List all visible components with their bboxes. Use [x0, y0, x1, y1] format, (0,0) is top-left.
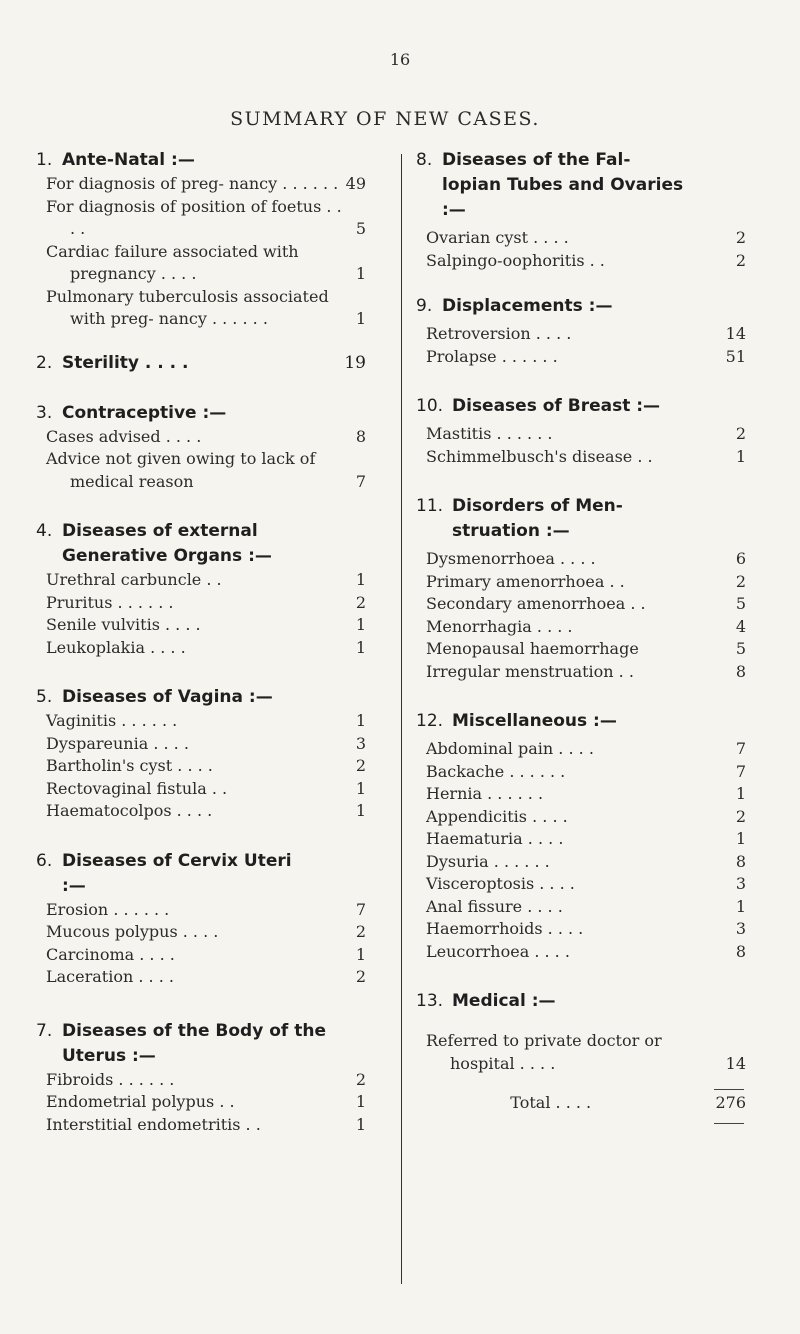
- section-breast: [416, 394, 746, 468]
- total-label: Total . . . .: [510, 1093, 592, 1112]
- case-name: Haemorrhoids . . . .: [426, 919, 584, 938]
- case-name: Senile vulvitis . . . .: [46, 615, 201, 634]
- case-count: 8: [735, 941, 746, 961]
- list-item: [36, 710, 366, 733]
- section-external-generative-organs: [36, 519, 366, 659]
- section-title: Diseases of external Generative Organs :—: [62, 521, 272, 566]
- list-item: [36, 592, 366, 615]
- section-contraceptive: [36, 401, 366, 494]
- section-number: 1.: [36, 150, 53, 170]
- case-count: 4: [735, 616, 746, 636]
- section-title: Contraceptive :—: [62, 402, 227, 423]
- case-name: Haematocolpos . . . .: [46, 801, 213, 820]
- section-sterility: [36, 351, 366, 376]
- section-title: Medical :—: [452, 991, 556, 1011]
- list-item: [36, 569, 366, 592]
- list-item: [416, 346, 746, 369]
- case-count: 1: [735, 446, 746, 466]
- list-item: [416, 828, 746, 851]
- case-name: Leukoplakia . . . .: [46, 637, 186, 657]
- list-item: [36, 800, 366, 823]
- case-count: 1: [735, 784, 746, 803]
- case-count: 2: [355, 592, 366, 612]
- case-name: Dysuria . . . . . .: [426, 851, 550, 871]
- section-medical: [416, 989, 746, 1075]
- column-divider: [401, 154, 402, 1284]
- list-item: [416, 896, 746, 919]
- page-title: SUMMARY OF NEW CASES.: [230, 108, 540, 130]
- case-name: Dyspareunia . . . .: [46, 733, 189, 753]
- list-item: [36, 426, 366, 449]
- case-count: 6: [735, 549, 746, 568]
- section-number: 5.: [36, 687, 53, 707]
- section-number: 12.: [416, 711, 444, 731]
- total-rule-top: [714, 1089, 744, 1090]
- case-name: Advice not given owing to lack of medical reason: [46, 449, 316, 491]
- case-name: Visceroptosis . . . .: [426, 874, 575, 893]
- list-item: [416, 783, 746, 806]
- list-item: [36, 778, 366, 801]
- case-count: 2: [735, 228, 746, 247]
- case-name: Endometrial polypus . .: [46, 1092, 235, 1111]
- total-row: [416, 1092, 746, 1115]
- case-name: Pruritus . . . . . .: [46, 592, 174, 612]
- section-title: Diseases of the Fal- lopian Tubes and Ovaries :—: [442, 150, 684, 220]
- case-count: 3: [355, 733, 366, 753]
- case-count: 7: [355, 899, 366, 919]
- left-column: [36, 148, 366, 1136]
- section-number: 6.: [36, 850, 53, 871]
- section-body-of-uterus: [36, 1019, 366, 1137]
- case-count: 1: [355, 264, 366, 283]
- list-item: [416, 227, 746, 250]
- list-item: [416, 638, 746, 661]
- case-name: Carcinoma . . . .: [46, 944, 175, 964]
- list-item: [36, 733, 366, 756]
- case-count: 2: [735, 424, 746, 443]
- case-count: 1: [355, 778, 366, 798]
- case-count: 5: [355, 219, 366, 238]
- case-name: Backache . . . . . .: [426, 761, 566, 781]
- list-item: [36, 173, 366, 196]
- case-name: Mastitis . . . . . .: [426, 424, 553, 443]
- case-name: Secondary amenorrhoea . .: [426, 594, 646, 613]
- section-title: Displacements :—: [442, 296, 613, 316]
- list-item: [416, 548, 746, 571]
- case-count: 2: [355, 756, 366, 775]
- list-item: [36, 899, 366, 922]
- section-title: Diseases of Vagina :—: [62, 687, 273, 707]
- case-name: Pulmonary tuberculosis associated with preg- nancy . . . . . .: [46, 286, 329, 328]
- list-item: [36, 286, 366, 331]
- case-count: 8: [735, 661, 746, 681]
- case-count: 2: [355, 967, 366, 986]
- case-name: Anal fissure . . . .: [426, 896, 563, 916]
- list-item: [416, 873, 746, 896]
- case-count: 51: [725, 346, 746, 366]
- section-title: Sterility . . . .: [62, 352, 189, 373]
- case-name: Abdominal pain . . . .: [426, 739, 594, 758]
- case-name: Menopausal haemorrhage: [426, 639, 639, 658]
- list-item: [416, 1030, 746, 1075]
- case-count: 1: [355, 944, 366, 964]
- case-count: 19: [344, 352, 366, 373]
- list-item: [416, 918, 746, 941]
- case-count: 8: [355, 426, 366, 446]
- list-item: [416, 616, 746, 639]
- case-name: Vaginitis . . . . . .: [46, 711, 178, 730]
- case-name: Dysmenorrhoea . . . .: [426, 549, 596, 568]
- list-item: [416, 446, 746, 469]
- case-count: 1: [355, 309, 366, 328]
- section-number: 13.: [416, 991, 444, 1011]
- case-count: 14: [725, 1053, 746, 1073]
- section-number: 3.: [36, 402, 53, 423]
- case-count: 1: [735, 829, 746, 848]
- section-cervix-uteri: [36, 849, 366, 989]
- case-count: 5: [735, 594, 746, 613]
- case-count: 7: [355, 471, 366, 491]
- list-item: [36, 1091, 366, 1114]
- list-item: [36, 966, 366, 989]
- list-item: [416, 250, 746, 273]
- page-number: 16: [389, 50, 411, 69]
- list-item: [416, 323, 746, 346]
- case-count: 7: [735, 761, 746, 781]
- list-item: [36, 921, 366, 944]
- case-count: 1: [355, 615, 366, 634]
- case-name: Laceration . . . .: [46, 967, 174, 986]
- case-count: 2: [735, 250, 746, 270]
- case-name: Ovarian cyst . . . .: [426, 228, 569, 247]
- right-column: [416, 148, 746, 1124]
- section-number: 10.: [416, 396, 444, 416]
- case-count: 5: [735, 639, 746, 658]
- section-title: Disorders of Men- struation :—: [452, 496, 623, 541]
- section-number: 8.: [416, 150, 433, 170]
- section-miscellaneous: [416, 709, 746, 963]
- list-item: [36, 1069, 366, 1092]
- case-count: 7: [735, 739, 746, 758]
- case-name: Referred to private doctor or hospital . . . .: [426, 1031, 662, 1073]
- case-name: Prolapse . . . . . .: [426, 346, 558, 366]
- case-count: 3: [735, 919, 746, 938]
- section-number: 11.: [416, 496, 444, 516]
- case-name: Schimmelbusch's disease . .: [426, 446, 653, 466]
- list-item: [36, 755, 366, 778]
- case-count: 2: [355, 1069, 366, 1089]
- list-item: [416, 593, 746, 616]
- list-item: [416, 571, 746, 594]
- case-count: 1: [735, 896, 746, 916]
- case-count: 14: [725, 324, 746, 343]
- list-item: [36, 1114, 366, 1137]
- section-fallopian-tubes-ovaries: [416, 148, 746, 272]
- list-item: [416, 423, 746, 446]
- case-count: 49: [345, 174, 366, 193]
- case-name: For diagnosis of position of foetus . . . .: [46, 196, 342, 238]
- case-count: 1: [355, 1092, 366, 1111]
- section-title: Miscellaneous :—: [452, 711, 617, 731]
- list-item: [36, 944, 366, 967]
- case-count: 1: [355, 801, 366, 820]
- list-item: [416, 738, 746, 761]
- case-name: Cardiac failure associated with pregnancy . . . .: [46, 241, 299, 283]
- section-title: Diseases of Breast :—: [452, 396, 661, 416]
- total-count: 276: [715, 1093, 746, 1112]
- case-name: Leucorrhoea . . . .: [426, 941, 570, 961]
- section-vagina: [36, 685, 366, 823]
- list-item: [36, 637, 366, 660]
- case-count: 2: [735, 571, 746, 591]
- section-displacements: [416, 294, 746, 368]
- case-name: Retroversion . . . .: [426, 324, 572, 343]
- list-item: [416, 761, 746, 784]
- case-name: Rectovaginal fistula . .: [46, 778, 228, 798]
- case-count: 3: [735, 874, 746, 893]
- case-name: Bartholin's cyst . . . .: [46, 756, 213, 775]
- section-title: Diseases of the Body of the Uterus :—: [62, 1020, 326, 1066]
- section-ante-natal: [36, 148, 366, 331]
- list-item: [36, 241, 366, 286]
- section-menstruation: [416, 494, 746, 683]
- case-name: Interstitial endometritis . .: [46, 1114, 261, 1134]
- total-rule-bottom: [714, 1123, 744, 1124]
- case-name: Erosion . . . . . .: [46, 899, 170, 919]
- case-count: 2: [735, 806, 746, 826]
- case-count: 8: [735, 851, 746, 871]
- list-item: [416, 851, 746, 874]
- case-count: 1: [355, 1114, 366, 1134]
- list-item: [36, 196, 366, 241]
- section-number: 4.: [36, 521, 53, 541]
- list-item: [416, 661, 746, 684]
- section-title: Diseases of Cervix Uteri :—: [62, 850, 292, 896]
- case-name: For diagnosis of preg- nancy . . . . . .: [46, 174, 339, 193]
- case-name: Cases advised . . . .: [46, 426, 202, 446]
- list-item: [36, 614, 366, 637]
- case-name: Menorrhagia . . . .: [426, 616, 573, 636]
- case-count: 1: [355, 637, 366, 657]
- list-item: [416, 941, 746, 964]
- case-name: Salpingo-oophoritis . .: [426, 250, 605, 270]
- case-name: Fibroids . . . . . .: [46, 1069, 175, 1089]
- section-number: 7.: [36, 1020, 53, 1041]
- list-item: [36, 448, 366, 493]
- case-count: 1: [355, 570, 366, 589]
- section-number: 9.: [416, 296, 433, 316]
- case-name: Mucous polypus . . . .: [46, 922, 219, 941]
- case-name: Hernia . . . . . .: [426, 784, 544, 803]
- section-title: Ante-Natal :—: [62, 150, 195, 170]
- case-name: Urethral carbuncle . .: [46, 570, 222, 589]
- case-name: Irregular menstruation . .: [426, 661, 634, 681]
- case-name: Appendicitis . . . .: [426, 806, 568, 826]
- case-name: Primary amenorrhoea . .: [426, 571, 625, 591]
- case-name: Haematuria . . . .: [426, 829, 564, 848]
- section-number: 2.: [36, 352, 53, 373]
- case-count: 1: [355, 711, 366, 730]
- case-count: 2: [355, 922, 366, 941]
- list-item: [416, 806, 746, 829]
